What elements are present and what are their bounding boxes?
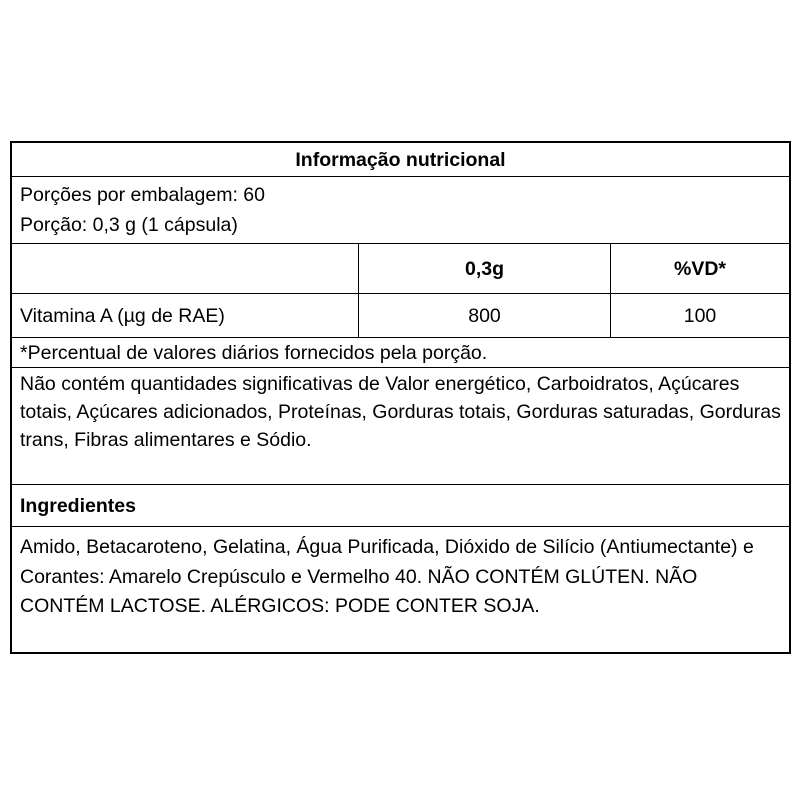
dv-footnote: *Percentual de valores diários fornecidos pela porção. (12, 338, 789, 368)
nutrient-name-cell: Vitamina A (µg de RAE) (12, 294, 359, 337)
table-row (12, 294, 789, 338)
serving-size: Porção: 0,3 g (1 cápsula) (20, 214, 238, 236)
ingredients-text: Amido, Betacaroteno, Gelatina, Água Purificada, Dióxido de Silício (Antiumectante) e Corantes: Amarelo Crepúsculo e Vermelho 40. NÃO CONTÉM GLÚTEN. NÃO CONTÉM LACTOSE. ALÉRGICOS: PODE CONTER SOJA. (20, 536, 754, 617)
not-significant-note: Não contém quantidades significativas de Valor energético, Carboidratos, Açúcares totais, Açúcares adicionados, Proteínas, Gorduras totais, Gorduras saturadas, Gorduras trans, Fibras alimentares e Sódio. (12, 368, 789, 485)
column-header-row (12, 244, 789, 294)
header-amount-cell: 0,3g (359, 244, 611, 293)
ingredients-title: Ingredientes (12, 485, 789, 527)
nutrient-amount-cell: 800 (359, 294, 611, 337)
servings-per-package: Porções por embalagem: 60 (20, 184, 265, 206)
header-blank-cell (12, 244, 359, 293)
nutrition-facts-table (10, 141, 791, 654)
table-title: Informação nutricional (12, 143, 789, 177)
portion-info (12, 177, 789, 244)
header-dv-cell: %VD* (673, 257, 727, 280)
nutrient-dv-cell: 100 (683, 304, 717, 327)
